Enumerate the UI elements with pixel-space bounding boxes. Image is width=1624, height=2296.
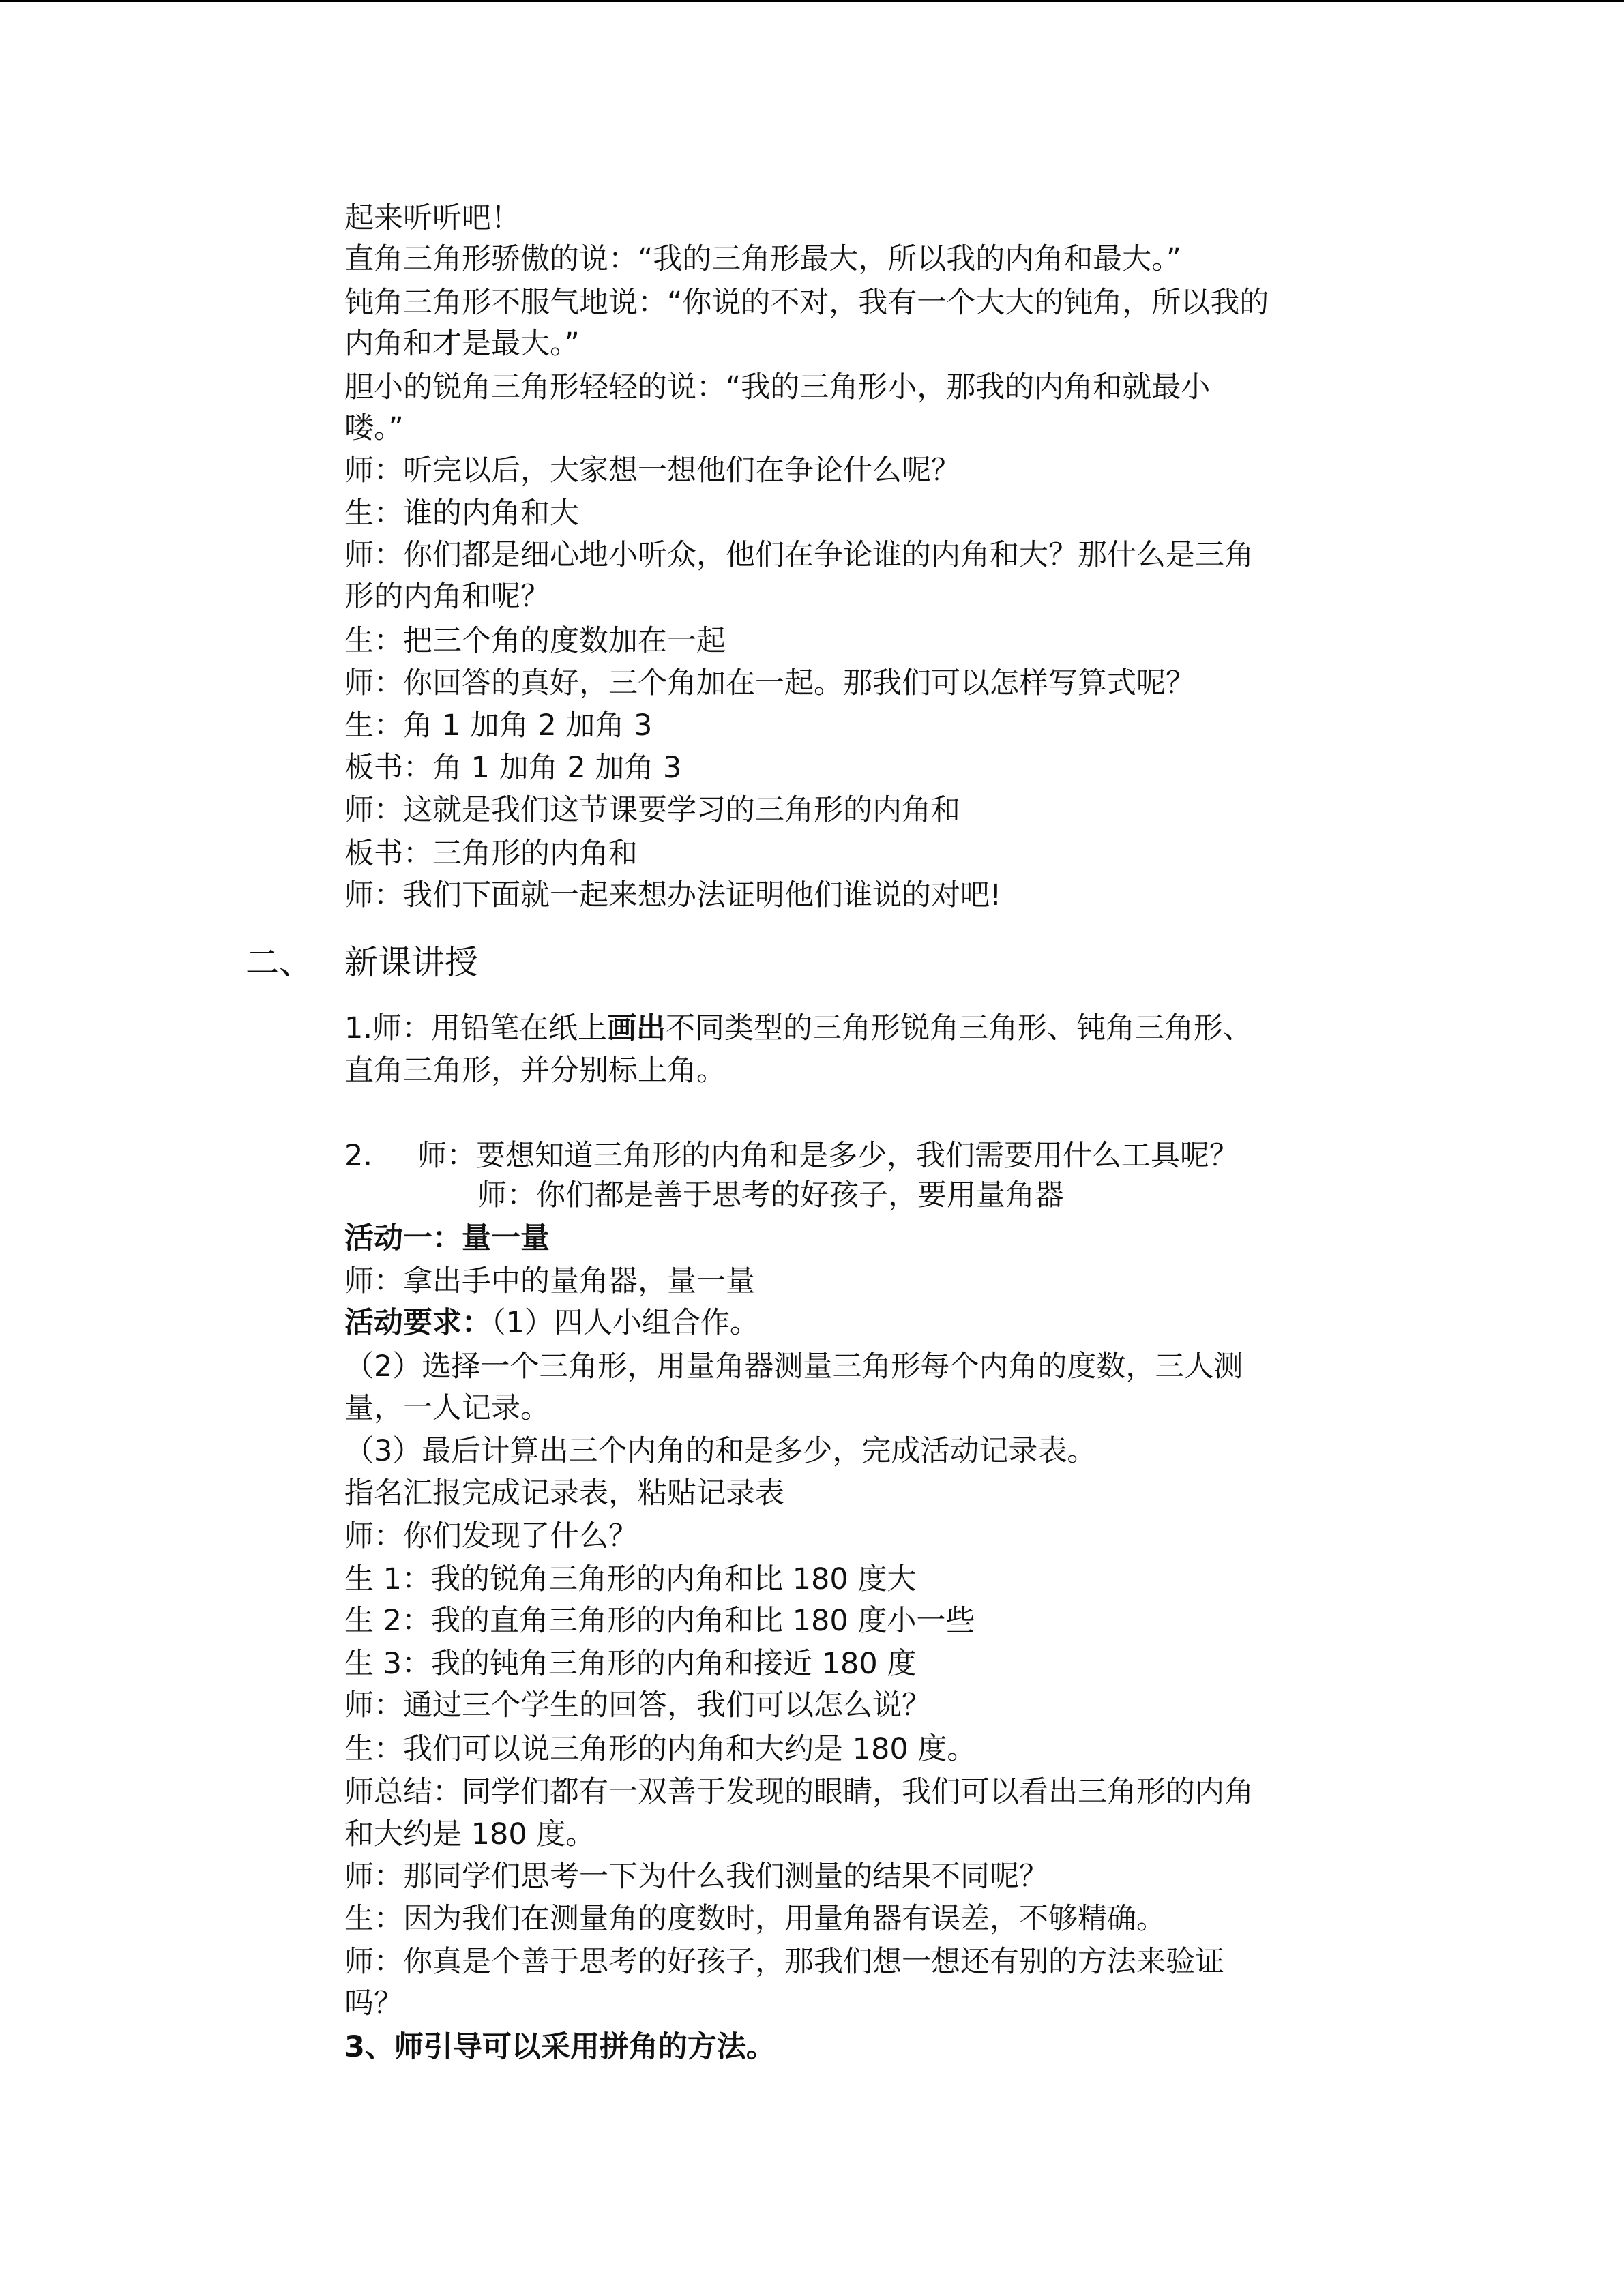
text-line: 师总结：同学们都有一双善于发现的眼睛，我们可以看出三角形的内角 (344, 1775, 1254, 1809)
text-line: 师：你真是个善于思考的好孩子，那我们想一想还有别的方法来验证 (344, 1945, 1224, 1979)
text-line: 和大约是 180 度。 (344, 1817, 595, 1851)
text-line: （2）选择一个三角形，用量角器测量三角形每个内角的度数，三人测 (344, 1350, 1243, 1384)
text-line: 生：我们可以说三角形的内角和大约是 180 度。 (344, 1732, 977, 1766)
requirements-text: （1）四人小组合作。 (491, 1306, 759, 1340)
item-2-line-2: 师：你们都是善于思考的好孩子，要用量角器 (477, 1178, 1064, 1212)
text-line: 师：那同学们思考一下为什么我们测量的结果不同呢？ (344, 1860, 1048, 1894)
text-line: 生：把三个角的度数加在一起 (344, 624, 726, 658)
item-1-text: 不同类型的三角形锐角三角形、钝角三角形、 (666, 1011, 1253, 1045)
item-1-text: 1.师：用铅笔在纸上 (344, 1011, 608, 1045)
text-line: 形的内角和呢？ (344, 580, 550, 614)
text-line: 生 1：我的锐角三角形的内角和比 180 度大 (344, 1562, 917, 1596)
section-title: 新课讲授 (344, 943, 479, 982)
text-line: 指名汇报完成记录表，粘贴记录表 (344, 1476, 784, 1510)
text-line: 师：拿出手中的量角器，量一量 (344, 1264, 755, 1298)
text-line: 师：你们都是细心地小听众，他们在争论谁的内角和大？那什么是三角 (344, 538, 1254, 572)
page-top-border (0, 0, 1624, 2)
text-line: 量，一人记录。 (344, 1391, 550, 1425)
text-line: 师：你回答的真好，三个角加在一起。那我们可以怎样写算式呢？ (344, 666, 1195, 700)
text-line: 师：你们发现了什么？ (344, 1519, 638, 1553)
text-line: 生：角 1 加角 2 加角 3 (344, 709, 653, 743)
text-line: 胆小的锐角三角形轻轻的说：“我的三角形小，那我的内角和就最小 (344, 370, 1211, 404)
text-line: 生 3：我的钝角三角形的内角和接近 180 度 (344, 1647, 917, 1681)
text-line: 师：听完以后，大家想一想他们在争论什么呢？ (344, 453, 960, 488)
item-3: 3、师引导可以采用拼角的方法。 (344, 2030, 776, 2064)
text-line: 起来听听吧！ (344, 201, 520, 235)
item-1-line-2: 直角三角形，并分别标上角。 (344, 1054, 726, 1088)
text-line: 生 2：我的直角三角形的内角和比 180 度小一些 (344, 1604, 975, 1638)
text-line: 钝角三角形不服气地说：“你说的不对，我有一个大大的钝角，所以我的 (344, 286, 1269, 320)
text-line: 师：这就是我们这节课要学习的三角形的内角和 (344, 793, 960, 827)
item-2-line-1: 师：要想知道三角形的内角和是多少，我们需要用什么工具呢？ (417, 1139, 1239, 1173)
text-line: （3）最后计算出三个内角的和是多少，完成活动记录表。 (344, 1434, 1097, 1468)
item-1-bold-text: 画出 (607, 1011, 666, 1045)
item-1-line-1 (344, 1008, 1252, 1049)
text-line: 内角和才是最大。” (344, 327, 580, 361)
text-line: 师：我们下面就一起来想办法证明他们谁说的对吧! (344, 878, 1002, 912)
item-2-number: 2. (344, 1139, 373, 1173)
requirements-label: 活动要求： (344, 1306, 491, 1340)
text-line: 生：谁的内角和大 (344, 496, 579, 531)
text-line: 直角三角形骄傲的说：“我的三角形最大，所以我的内角和最大。” (344, 242, 1182, 276)
text-line: 师：通过三个学生的回答，我们可以怎么说？ (344, 1688, 931, 1723)
text-line: 板书：三角形的内角和 (344, 837, 638, 871)
activity-heading: 活动一：量一量 (344, 1221, 550, 1255)
text-line: 板书：角 1 加角 2 加角 3 (344, 751, 682, 785)
section-number: 二、 (246, 943, 313, 982)
activity-requirements (344, 1302, 759, 1343)
text-line: 生：因为我们在测量角的度数时，用量角器有误差，不够精确。 (344, 1902, 1166, 1936)
text-line: 喽。” (344, 411, 404, 445)
text-line: 吗？ (344, 1986, 403, 2021)
